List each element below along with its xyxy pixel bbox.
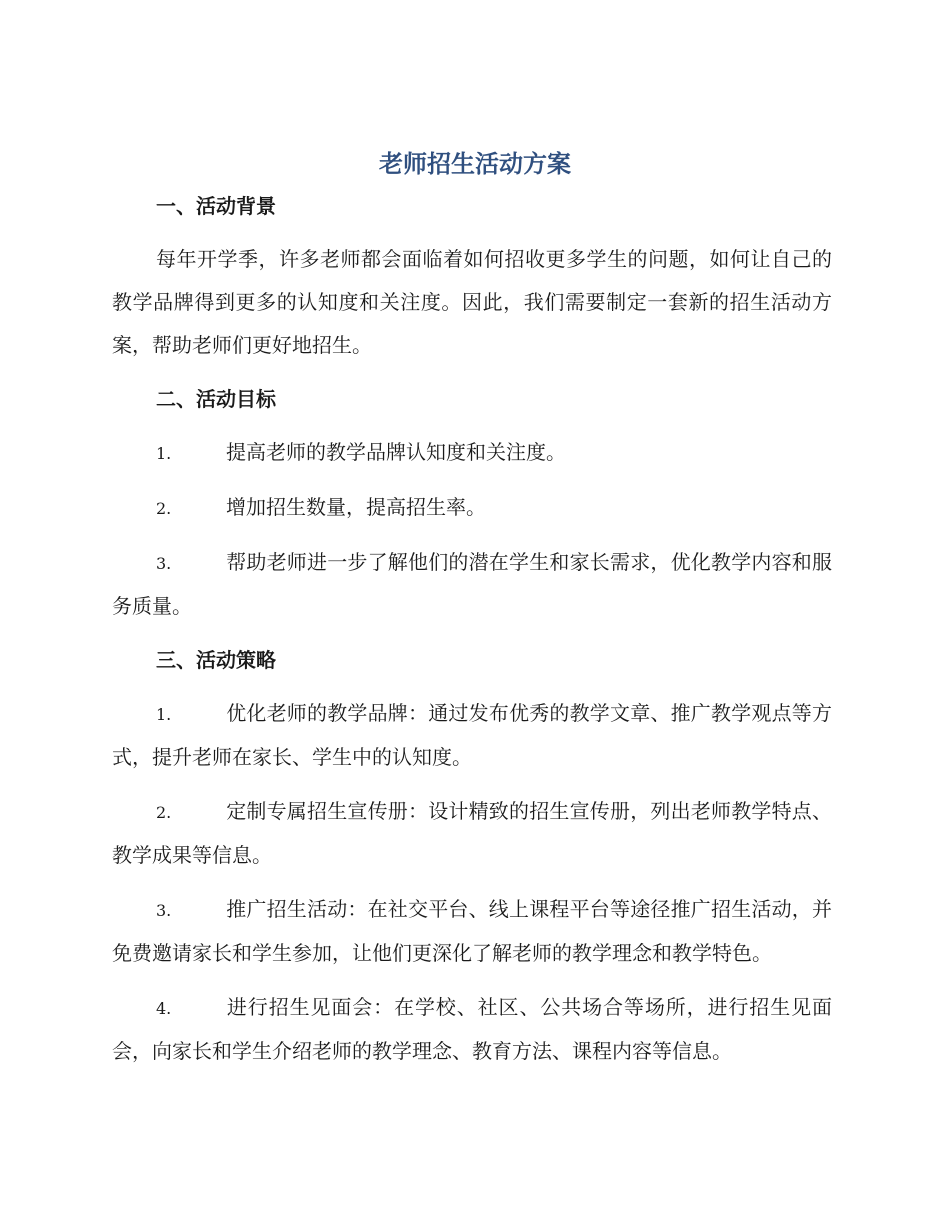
list-item	[112, 790, 832, 877]
list-number: 2.	[156, 803, 172, 822]
section-heading: 三、活动策略	[156, 648, 276, 672]
section-strategy	[112, 640, 832, 1073]
list-number: 1.	[156, 705, 172, 724]
list-number: 3.	[156, 901, 172, 920]
section-goals	[112, 379, 832, 628]
list-text: 推广招生活动：在社交平台、线上课程平台等途径推广招生活动，并免费邀请家长和学生参加，让他们更深化了解老师的教学理念和教学特色。	[112, 897, 832, 965]
list-number: 2.	[156, 499, 172, 518]
list-text: 进行招生见面会：在学校、社区、公共场合等场所，进行招生见面会，向家长和学生介绍老师的教学理念、教育方法、课程内容等信息。	[112, 995, 832, 1063]
list-number: 3.	[156, 554, 172, 573]
section-background	[112, 186, 832, 367]
list-item	[112, 692, 832, 779]
list-item	[112, 888, 832, 975]
list-item	[112, 431, 832, 475]
list-text: 帮助老师进一步了解他们的潜在学生和家长需求，优化教学内容和服务质量。	[112, 550, 832, 618]
list-item	[112, 486, 832, 530]
section-paragraph: 每年开学季，许多老师都会面临着如何招收更多学生的问题，如何让自己的教学品牌得到更多的认知度和关注度。因此，我们需要制定一套新的招生活动方案，帮助老师们更好地招生。	[112, 247, 832, 357]
list-number: 1.	[156, 444, 172, 463]
document-title: 老师招生活动方案	[379, 150, 571, 178]
section-heading: 二、活动目标	[156, 387, 276, 411]
list-text: 提高老师的教学品牌认知度和关注度。	[226, 440, 566, 464]
section-heading: 一、活动背景	[156, 194, 276, 218]
document-body	[112, 186, 832, 1073]
list-number: 4.	[156, 999, 172, 1018]
list-text: 定制专属招生宣传册：设计精致的招生宣传册，列出老师教学特点、教学成果等信息。	[112, 799, 832, 867]
list-item	[112, 541, 832, 628]
list-text: 优化老师的教学品牌：通过发布优秀的教学文章、推广教学观点等方式，提升老师在家长、学生中的认知度。	[112, 701, 832, 769]
list-item	[112, 986, 832, 1073]
list-text: 增加招生数量，提高招生率。	[226, 495, 486, 519]
